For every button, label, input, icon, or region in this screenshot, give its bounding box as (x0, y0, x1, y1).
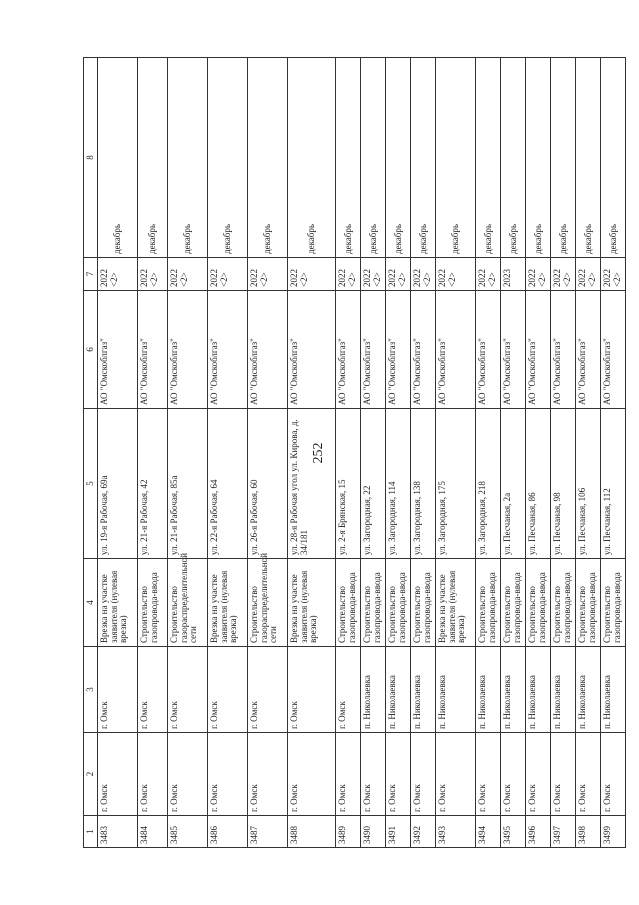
column-header: 7 (84, 258, 98, 291)
row-address: ул. 26-я Рабочая, 60 (248, 409, 288, 559)
row-address: ул. Загородная, 138 (411, 409, 436, 559)
row-year: 2022 <2> (576, 258, 601, 291)
table-row (138, 58, 168, 848)
row-place: п. Николаевка (361, 647, 386, 733)
row-place: п. Николаевка (551, 647, 576, 733)
row-city: г. Омск (288, 733, 336, 816)
row-number: 3497 (551, 816, 576, 848)
table-row (288, 58, 336, 848)
row-month: декабрь (501, 58, 526, 258)
row-work-type: Врезка на участке заявителя (нулевая врезка) (208, 559, 248, 647)
row-organization: АО "Омскоблгаз" (98, 291, 138, 409)
row-year: 2023 (501, 258, 526, 291)
row-city: г. Омск (336, 733, 361, 816)
row-number: 3495 (501, 816, 526, 848)
row-organization: АО "Омскоблгаз" (411, 291, 436, 409)
row-place: п. Николаевка (576, 647, 601, 733)
row-city: г. Омск (576, 733, 601, 816)
row-work-type: Строительство газопровода-ввода (576, 559, 601, 647)
row-number: 3488 (288, 816, 336, 848)
row-year: 2022 <2> (526, 258, 551, 291)
row-organization: АО "Омскоблгаз" (288, 291, 336, 409)
table-row (208, 58, 248, 848)
row-number: 3487 (248, 816, 288, 848)
row-organization: АО "Омскоблгаз" (208, 291, 248, 409)
row-year: 2022 <2> (168, 258, 208, 291)
row-number: 3490 (361, 816, 386, 848)
row-work-type: Строительство газораспределительной сети (168, 559, 208, 647)
row-year: 2022 <2> (601, 258, 626, 291)
row-month: декабрь (98, 58, 138, 258)
table-row (601, 58, 626, 848)
row-number: 3484 (138, 816, 168, 848)
row-year: 2022 <2> (336, 258, 361, 291)
row-year: 2022 <2> (138, 258, 168, 291)
table-row (436, 58, 476, 848)
row-month: декабрь (436, 58, 476, 258)
row-address: ул. 28-я Рабочая угол ул. Кирова, д. 34/181 (288, 409, 336, 559)
row-month: декабрь (288, 58, 336, 258)
table-row (411, 58, 436, 848)
row-place: п. Николаевка (526, 647, 551, 733)
row-year: 2022 <2> (436, 258, 476, 291)
row-city: г. Омск (98, 733, 138, 816)
row-work-type: Строительство газопровода-ввода (336, 559, 361, 647)
row-place: г. Омск (248, 647, 288, 733)
row-place: п. Николаевка (476, 647, 501, 733)
row-organization: АО "Омскоблгаз" (248, 291, 288, 409)
row-year: 2022 <2> (208, 258, 248, 291)
row-city: г. Омск (436, 733, 476, 816)
table-row (576, 58, 601, 848)
page-number: 252 (311, 442, 326, 464)
row-month: декабрь (248, 58, 288, 258)
table-row (361, 58, 386, 848)
row-work-type: Строительство газопровода-ввода (476, 559, 501, 647)
row-month: декабрь (476, 58, 501, 258)
row-address: ул. 19-я Рабочая, 69а (98, 409, 138, 559)
row-place: г. Омск (98, 647, 138, 733)
row-month: декабрь (576, 58, 601, 258)
table-row (336, 58, 361, 848)
row-work-type: Врезка на участке заявителя (нулевая врезка) (98, 559, 138, 647)
column-header: 1 (84, 816, 98, 848)
row-place: г. Омск (168, 647, 208, 733)
row-city: г. Омск (526, 733, 551, 816)
row-address: ул. 21-я Рабочая, 42 (138, 409, 168, 559)
row-organization: АО "Омскоблгаз" (386, 291, 411, 409)
table-row (168, 58, 208, 848)
row-number: 3499 (601, 816, 626, 848)
row-number: 3485 (168, 816, 208, 848)
row-year: 2022 <2> (361, 258, 386, 291)
row-place: г. Омск (336, 647, 361, 733)
row-address: ул. Загородная, 114 (386, 409, 411, 559)
row-place: п. Николаевка (601, 647, 626, 733)
row-work-type: Врезка на участке заявителя (нулевая врезка) (436, 559, 476, 647)
row-work-type: Строительство газопровода-ввода (361, 559, 386, 647)
row-organization: АО "Омскоблгаз" (476, 291, 501, 409)
row-number: 3491 (386, 816, 411, 848)
row-address: ул. Загородная, 22 (361, 409, 386, 559)
row-year: 2022 <2> (476, 258, 501, 291)
row-work-type: Строительство газопровода-ввода (138, 559, 168, 647)
row-organization: АО "Омскоблгаз" (336, 291, 361, 409)
row-month: декабрь (336, 58, 361, 258)
table-row (476, 58, 501, 848)
row-place: г. Омск (208, 647, 248, 733)
row-number: 3492 (411, 816, 436, 848)
row-month: декабрь (361, 58, 386, 258)
row-number: 3483 (98, 816, 138, 848)
row-organization: АО "Омскоблгаз" (601, 291, 626, 409)
row-address: ул. 22-я Рабочая, 64 (208, 409, 248, 559)
row-work-type: Строительство газопровода-ввода (411, 559, 436, 647)
column-header: 3 (84, 647, 98, 733)
row-organization: АО "Омскоблгаз" (436, 291, 476, 409)
row-number: 3486 (208, 816, 248, 848)
table-row (98, 58, 138, 848)
row-address: ул. Загородная, 218 (476, 409, 501, 559)
row-month: декабрь (551, 58, 576, 258)
row-month: декабрь (138, 58, 168, 258)
row-address: ул. Песчаная, 112 (601, 409, 626, 559)
column-header: 5 (84, 409, 98, 559)
row-address: ул. Песчаная, 106 (576, 409, 601, 559)
column-header: 2 (84, 733, 98, 816)
row-city: г. Омск (551, 733, 576, 816)
row-work-type: Строительство газопровода-ввода (551, 559, 576, 647)
row-place: г. Омск (138, 647, 168, 733)
row-year: 2022 <2> (551, 258, 576, 291)
row-city: г. Омск (361, 733, 386, 816)
row-city: г. Омск (386, 733, 411, 816)
row-organization: АО "Омскоблгаз" (168, 291, 208, 409)
table-row (551, 58, 576, 848)
row-address: ул. 2-я Брянская, 15 (336, 409, 361, 559)
row-organization: АО "Омскоблгаз" (576, 291, 601, 409)
row-city: г. Омск (501, 733, 526, 816)
table-row (386, 58, 411, 848)
row-month: декабрь (168, 58, 208, 258)
row-number: 3493 (436, 816, 476, 848)
row-address: ул. 21-я Рабочая, 85а (168, 409, 208, 559)
row-organization: АО "Омскоблгаз" (551, 291, 576, 409)
table-row (526, 58, 551, 848)
row-number: 3489 (336, 816, 361, 848)
table-row (248, 58, 288, 848)
row-place: г. Омск (288, 647, 336, 733)
table-header-row (84, 58, 98, 848)
row-year: 2022 <2> (98, 258, 138, 291)
row-city: г. Омск (411, 733, 436, 816)
row-month: декабрь (208, 58, 248, 258)
row-city: г. Омск (248, 733, 288, 816)
row-work-type: Строительство газопровода-ввода (501, 559, 526, 647)
row-organization: АО "Омскоблгаз" (526, 291, 551, 409)
row-number: 3498 (576, 816, 601, 848)
row-city: г. Омск (168, 733, 208, 816)
row-work-type: Врезка на участке заявителя (нулевая врезка) (288, 559, 336, 647)
row-year: 2022 <2> (411, 258, 436, 291)
column-header: 4 (84, 559, 98, 647)
row-work-type: Строительство газопровода-ввода (526, 559, 551, 647)
row-year: 2022 <2> (248, 258, 288, 291)
row-place: п. Николаевка (386, 647, 411, 733)
row-month: декабрь (526, 58, 551, 258)
column-header: 6 (84, 291, 98, 409)
row-organization: АО "Омскоблгаз" (138, 291, 168, 409)
row-organization: АО "Омскоблгаз" (361, 291, 386, 409)
row-work-type: Строительство газопровода-ввода (386, 559, 411, 647)
row-address: ул. Песчаная, 2а (501, 409, 526, 559)
row-city: г. Омск (601, 733, 626, 816)
row-work-type: Строительство газопровода-ввода (601, 559, 626, 647)
table-row (501, 58, 526, 848)
row-month: декабрь (411, 58, 436, 258)
row-address: ул. Песчаная, 86 (526, 409, 551, 559)
row-organization: АО "Омскоблгаз" (501, 291, 526, 409)
rotated-table-area (83, 58, 622, 848)
row-year: 2022 <2> (288, 258, 336, 291)
row-address: ул. Песчаная, 98 (551, 409, 576, 559)
row-work-type: Строительство газораспределительной сети (248, 559, 288, 647)
row-number: 3494 (476, 816, 501, 848)
row-month: декабрь (386, 58, 411, 258)
row-city: г. Омск (476, 733, 501, 816)
gas-works-table (83, 57, 626, 848)
row-year: 2022 <2> (386, 258, 411, 291)
row-month: декабрь (601, 58, 626, 258)
row-place: п. Николаевка (436, 647, 476, 733)
row-number: 3496 (526, 816, 551, 848)
row-address: ул. Загородная, 175 (436, 409, 476, 559)
row-city: г. Омск (208, 733, 248, 816)
row-place: п. Николаевка (411, 647, 436, 733)
column-header: 8 (84, 58, 98, 258)
row-city: г. Омск (138, 733, 168, 816)
row-place: п. Николаевка (501, 647, 526, 733)
